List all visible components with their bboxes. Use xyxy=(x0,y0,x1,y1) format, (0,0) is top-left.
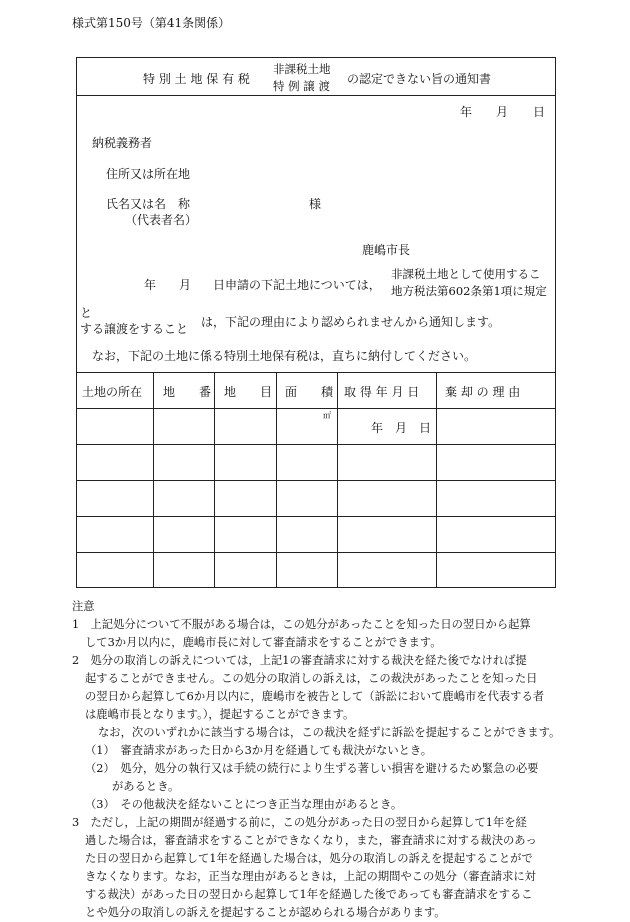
body-transfer-text: する譲渡をすること xyxy=(80,322,189,336)
date-day: 日 xyxy=(533,105,546,119)
note-line: た日の翌日から起算して1年を経過した場合は，処分の取消しの訴えを提起することがで xyxy=(85,852,533,865)
note-line: があるとき。 xyxy=(112,780,180,793)
title-divider xyxy=(77,95,555,96)
issuer: 鹿嶋市長 xyxy=(362,243,411,257)
note-line: 1 上記処分について不服がある場合は，この処分があったことを知った日の翌日から起算 xyxy=(72,618,531,631)
area-unit: ㎡ xyxy=(323,411,331,420)
col-header-acquisition-date: 取 得 年 月 日 xyxy=(344,385,420,399)
note-line: 過した場合は，審査請求をすることができなくなり，また，審査請求に対する裁決のあっ xyxy=(85,834,537,847)
notes-section xyxy=(72,598,562,922)
col-header-land-category: 地 目 xyxy=(224,385,273,399)
note-line: 起することができません。この処分の取消しの訴えは，この裁決があったことを知った日 xyxy=(85,672,538,685)
taxpayer-heading: 納税義務者 xyxy=(92,136,153,150)
note-line: 2 処分の取消しの訴えについては，上記1の審査請求に対する裁決を経た後でなければ提 xyxy=(72,654,527,667)
body-to-text: と xyxy=(80,306,93,320)
honorific: 様 xyxy=(309,197,322,211)
note-line: とや処分の取消しの訴えを提起することが認められる場合があります。 xyxy=(85,906,446,919)
title-prefix: 特 別 土 地 保 有 税 xyxy=(143,72,250,86)
title-suffix: の認定できない旨の通知書 xyxy=(347,72,492,86)
note-line: 3 ただし，上記の期間が経過する前に，この処分があった日の翌日から起算して1年を経 xyxy=(72,816,527,829)
note-line: して3か月以内に，鹿嶋市長に対して審査請求をすることができます。 xyxy=(85,636,442,649)
name-label: 氏名又は名 称 xyxy=(106,197,191,211)
representative-label: （代表者名） xyxy=(125,213,198,227)
note-line: きなくなります。なお，正当な理由があるときは，上記の期間やこの処分（審査請求に対 xyxy=(85,870,536,883)
note-line: （2） 処分，処分の執行又は手続の続行により生ずる著しい損害を避けるため緊急の必要 xyxy=(85,762,539,775)
note-line: は鹿嶋市長となります。），提起することができます。 xyxy=(85,708,355,721)
note-line: する裁決）があった日の翌日から起算して1年を経過した後であっても審査請求をするこ xyxy=(85,888,533,901)
notes-heading: 注意 xyxy=(72,600,95,613)
col-header-area: 面 積 xyxy=(285,385,334,399)
note-line: （3） その他裁決を経ないことにつき正当な理由があるとき。 xyxy=(85,798,403,811)
title-stack-top: 非課税土地 xyxy=(273,62,331,76)
body-reason-text: は，下記の理由により認められませんから通知します。 xyxy=(201,315,501,329)
acquisition-date-placeholder: 年 月 日 xyxy=(371,421,432,435)
date-month: 月 xyxy=(496,105,509,119)
address-label: 住所又は所在地 xyxy=(106,167,191,181)
form-code: 様式第150号（第41条関係） xyxy=(72,16,231,30)
title-stack-bottom: 特 例 譲 渡 xyxy=(273,79,330,93)
notice-form-frame xyxy=(76,57,556,588)
body-year: 年 xyxy=(144,278,157,292)
col-header-rejection-reason: 棄 却 の 理 由 xyxy=(445,385,521,399)
body-month: 月 xyxy=(179,278,192,292)
payment-note: なお，下記の土地に係る特別土地保有税は，直ちに納付してください。 xyxy=(92,349,477,363)
body-stack-top: 非課税土地として使用するこ xyxy=(391,267,541,281)
date-year: 年 xyxy=(460,105,473,119)
note-line: の翌日から起算して6か月以内に，鹿嶋市を被告として（訴訟において鹿嶋市を代表する者 xyxy=(85,690,545,703)
body-stack-bottom: 地方税法第602条第1項に規定 xyxy=(391,284,547,298)
note-line: なお，次のいずれかに該当する場合は，この裁決を経ずに訴訟を提起することができます。 xyxy=(98,726,561,739)
col-header-lot-number: 地 番 xyxy=(163,385,212,399)
table-top-border xyxy=(77,372,555,373)
note-line: （1） 審査請求があった日から3か月を経過しても裁決がないとき。 xyxy=(85,744,433,757)
body-applied-text: 日申請の下記土地については， xyxy=(213,278,381,292)
col-header-location: 土地の所在 xyxy=(82,385,143,399)
